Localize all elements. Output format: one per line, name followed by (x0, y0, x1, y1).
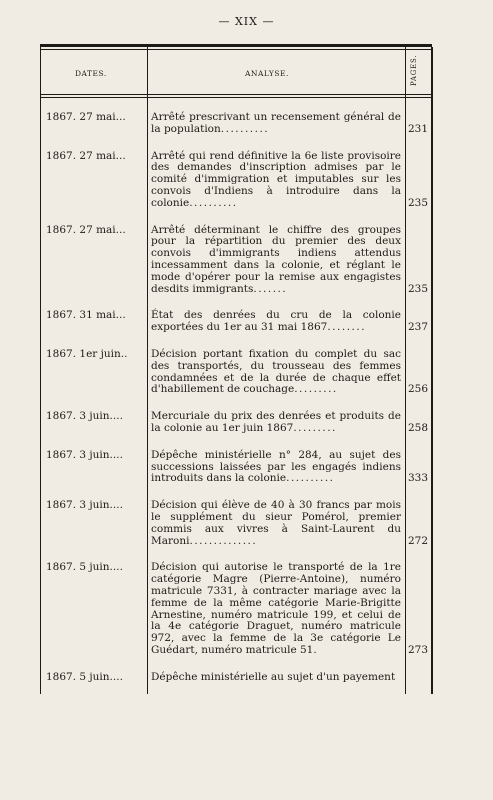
entries-list (40, 112, 432, 698)
entry-page: 256 (407, 383, 429, 396)
header-dates: DATES. (75, 69, 107, 78)
entry-page: 273 (407, 643, 429, 656)
entry-date: 1867. 27 mai... (46, 223, 126, 236)
entry-date: 1867. 1er juin.. (46, 347, 128, 360)
header-rule-double (40, 97, 432, 98)
table-row (40, 562, 432, 656)
entry-date: 1867. 5 juin.... (46, 561, 123, 574)
entry-analysis: Décision portant fixation du complet du sac des transportés, du trousseau des femmes condamnées et de la durée de chaque effet d'habillement de couchage......... (151, 347, 401, 396)
header-pages: PAGES. (410, 54, 418, 86)
entry-analysis: Arrêté prescrivant un recensement général de la population.......... (151, 111, 401, 135)
entry-date: 1867. 3 juin.... (46, 410, 123, 423)
table-row (40, 450, 432, 485)
entry-date: 1867. 27 mai... (46, 111, 126, 123)
entry-page: 231 (407, 122, 429, 135)
entry-page: 235 (407, 282, 429, 295)
entry-date: 1867. 3 juin.... (46, 499, 123, 512)
entry-analysis: Mercuriale du prix des denrées et produits de la colonie au 1er juin 1867......... (151, 410, 401, 434)
entry-analysis: Décision qui autorise le transporté de la 1re catégorie Magre (Pierre-Antoine), numéro matricule 7331, à contracter mariage avec la femme de la même catégorie Marie-Brigitte Arnestine, numéro matricule 199, et celui de la 4e catégorie Draguet, numéro matricule 972, avec la femme de la 3e catégorie Le Guédart, numéro matricule 51. (151, 561, 401, 656)
entry-analysis: Arrêté déterminant le chiffre des groupes pour la répartition du premier des deux convois d'immigrants indiens attendus incessamment dans la colonie, et réglant le mode d'opérer pour la remise aux engagistes desdits immigrants....... (151, 223, 401, 295)
entry-analysis: Dépêche ministérielle au sujet d'un payement (151, 670, 396, 683)
table-row (40, 500, 432, 547)
table-row (40, 112, 432, 136)
top-rule-thin (40, 49, 432, 50)
top-rule (40, 44, 432, 47)
entry-analysis: Décision qui élève de 40 à 30 francs par mois le supplément du sieur Pomérol, premier commis aux vivres à Saint-Laurent du Maroni.............. (151, 499, 401, 547)
header-pages-cell (407, 56, 431, 90)
table-row (40, 310, 432, 334)
table-row (40, 349, 432, 396)
entry-analysis: État des denrées du cru de la colonie exportées du 1er au 31 mai 1867........ (151, 309, 401, 334)
entry-date: 1867. 5 juin.... (46, 670, 123, 683)
index-table (40, 44, 432, 694)
entry-date: 1867. 3 juin.... (46, 448, 123, 461)
entry-analysis: Arrêté qui rend définitive la 6e liste provisoire des demandes d'inscription admises par le comité d'immigration et imputables sur les convois d'Indiens à introduire dans la colonie.......... (151, 149, 401, 209)
page-header: — XIX — (218, 15, 275, 28)
header-rule (40, 94, 432, 95)
table-row (40, 411, 432, 435)
table-row (40, 225, 432, 296)
entry-date: 1867. 27 mai... (46, 149, 126, 162)
entry-page: 272 (407, 534, 429, 547)
entry-date: 1867. 31 mai... (46, 309, 126, 322)
entry-page: 235 (407, 196, 429, 209)
entry-analysis: Dépêche ministérielle n° 284, au sujet des successions laissées par les engagés indiens introduits dans la colonie.......... (151, 448, 401, 485)
table-row (40, 672, 432, 684)
table-row (40, 151, 432, 210)
entry-page: 333 (407, 472, 429, 485)
entry-page: 237 (407, 321, 429, 334)
entry-page: 258 (407, 421, 429, 434)
header-analyse: ANALYSE. (245, 69, 289, 78)
